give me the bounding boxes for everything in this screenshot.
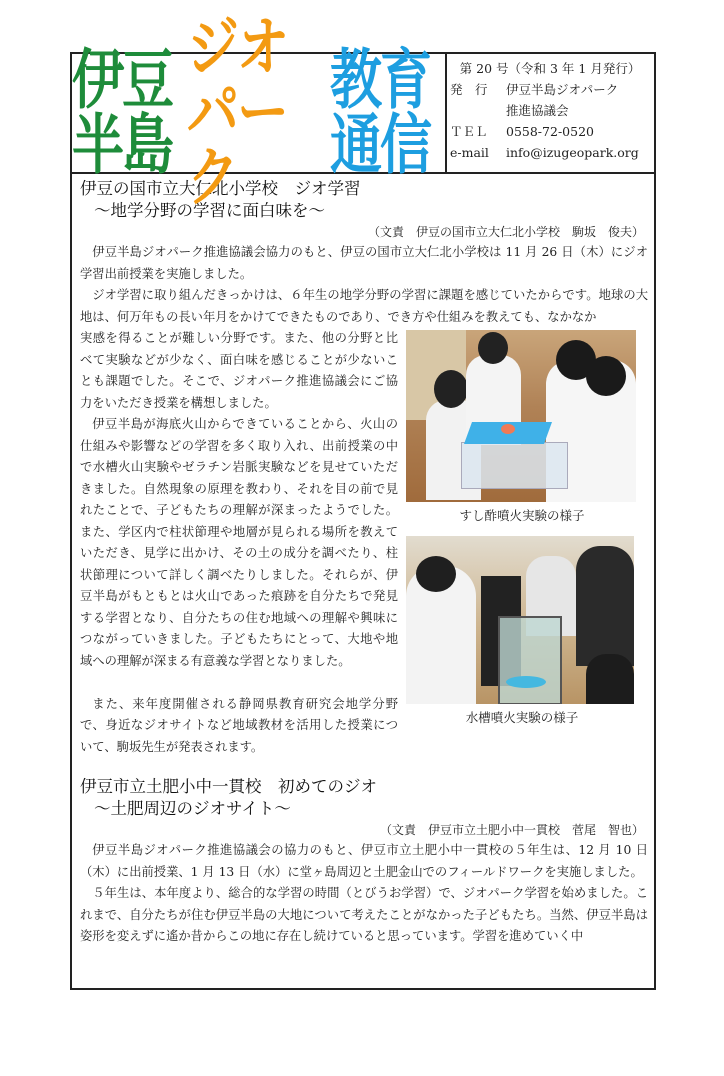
publisher-label: 発 行 [450, 82, 488, 97]
article1-paragraph: ジオ学習に取り組んだきっかけは、６年生の地学分野の学習に課題を感じていたからです。地球の大地は、何万年もの長い年月をかけてできたものであり、でき方や仕組みを教えても、なかなか [80, 288, 648, 324]
article2-title: 伊豆市立土肥小中一貫校 初めてのジオ [80, 777, 377, 796]
publisher-name-2: 推進協議会 [506, 103, 569, 118]
issue-number: 第 20 号（令和 3 年 1 月発行） [459, 61, 641, 76]
article2-byline: （文責 伊豆市立土肥小中一貫校 菅尾 智也） [379, 823, 644, 837]
photo-vinegar-eruption [406, 330, 636, 502]
article2-subtitle: ～土肥周辺のジオサイト～ [94, 799, 291, 818]
email-address: info@izugeopark.org [506, 145, 639, 160]
photo-water-tank-eruption [406, 536, 634, 704]
email-label: e-mail [450, 145, 489, 160]
article1-paragraph: 伊豆半島が海底火山からできていることから、火山の仕組みや影響などの学習を多く取り入れ、出前授業の中で水槽火山実験やゼラチン岩脈実験などを見せていただきました。自然現象の原理を教わり、それを目の前で見れたことで、子どもたちの理解が深まったようでした。また、学区内で柱状節理や地層が見られる場所を教えていただき、見学に出かけ、その土の成分を調べたり、柱状節理について詳しく調べたりしました。それらが、伊豆半島がもともとは火山であった痕跡を自分たちで発見する学習となり、自分たちの住む地域への理解や興味につながっていきました。子どもたちにとって、大地や地域への理解が深まる有意義な学習となりました。 [80, 417, 398, 668]
logo-part-newsletter: 教育通信 [330, 43, 431, 183]
article2-paragraph: 伊豆半島ジオパーク推進協議会の協力のもと、伊豆市立土肥小中一貫校の５年生は、12 月 10 日（木）に出前授業、1 月 13 日（水）に堂ヶ島周辺と土肥金山でのフィールドワークを実施しました。 [80, 843, 648, 879]
publication-info [450, 58, 650, 163]
photo2-caption: 水槽噴火実験の様子 [465, 710, 579, 725]
newsletter-page [70, 10, 656, 990]
article1-byline: （文責 伊豆の国市立大仁北小学校 駒坂 俊夫） [367, 225, 644, 239]
tel-label: ＴＥＬ [450, 124, 488, 139]
logo-part-geopark: ジオパーク [186, 10, 287, 216]
article1-title: 伊豆の国市立大仁北小学校 ジオ学習 [80, 179, 361, 198]
article2 [72, 762, 654, 952]
article1-paragraph: また、来年度開催される静岡県教育研究会地学分野で、身近なジオサイトなど地域教材を活用した授業について、駒坂先生が発表されます。 [80, 696, 398, 754]
tel-number: 0558-72-0520 [506, 124, 594, 139]
article1-paragraph: 実感を得ることが難しい分野です。また、他の分野と比べて実験などが少なく、面白味を感じることが少ないことも課題でした。そこで、ジオパーク推進協議会にご協力をいただき授業を構想しました。 [80, 331, 398, 410]
publisher-name: 伊豆半島ジオパーク [506, 82, 619, 97]
article2-paragraph: ５年生は、本年度より、総合的な学習の時間（とびうお学習）で、ジオパーク学習を始めました。これまで、自分たちが住む伊豆半島の大地について考えたことがなかった子どもたち。当然、伊豆半島は姿形を変えずに遙か昔からこの地に存在し続けていると思っています。学習を進めていく中 [80, 886, 648, 943]
article1-subtitle: ～地学分野の学習に面白味を～ [94, 201, 325, 220]
logo-part-izu: 伊豆半島 [72, 43, 173, 183]
article1-paragraph: 伊豆半島ジオパーク推進協議会協力のもと、伊豆の国市立大仁北小学校は 11 月 26 日（木）にジオ学習出前授業を実施しました。 [80, 245, 648, 281]
article1 [72, 174, 654, 762]
photo1-caption: すし酢噴火実験の様子 [459, 508, 585, 523]
